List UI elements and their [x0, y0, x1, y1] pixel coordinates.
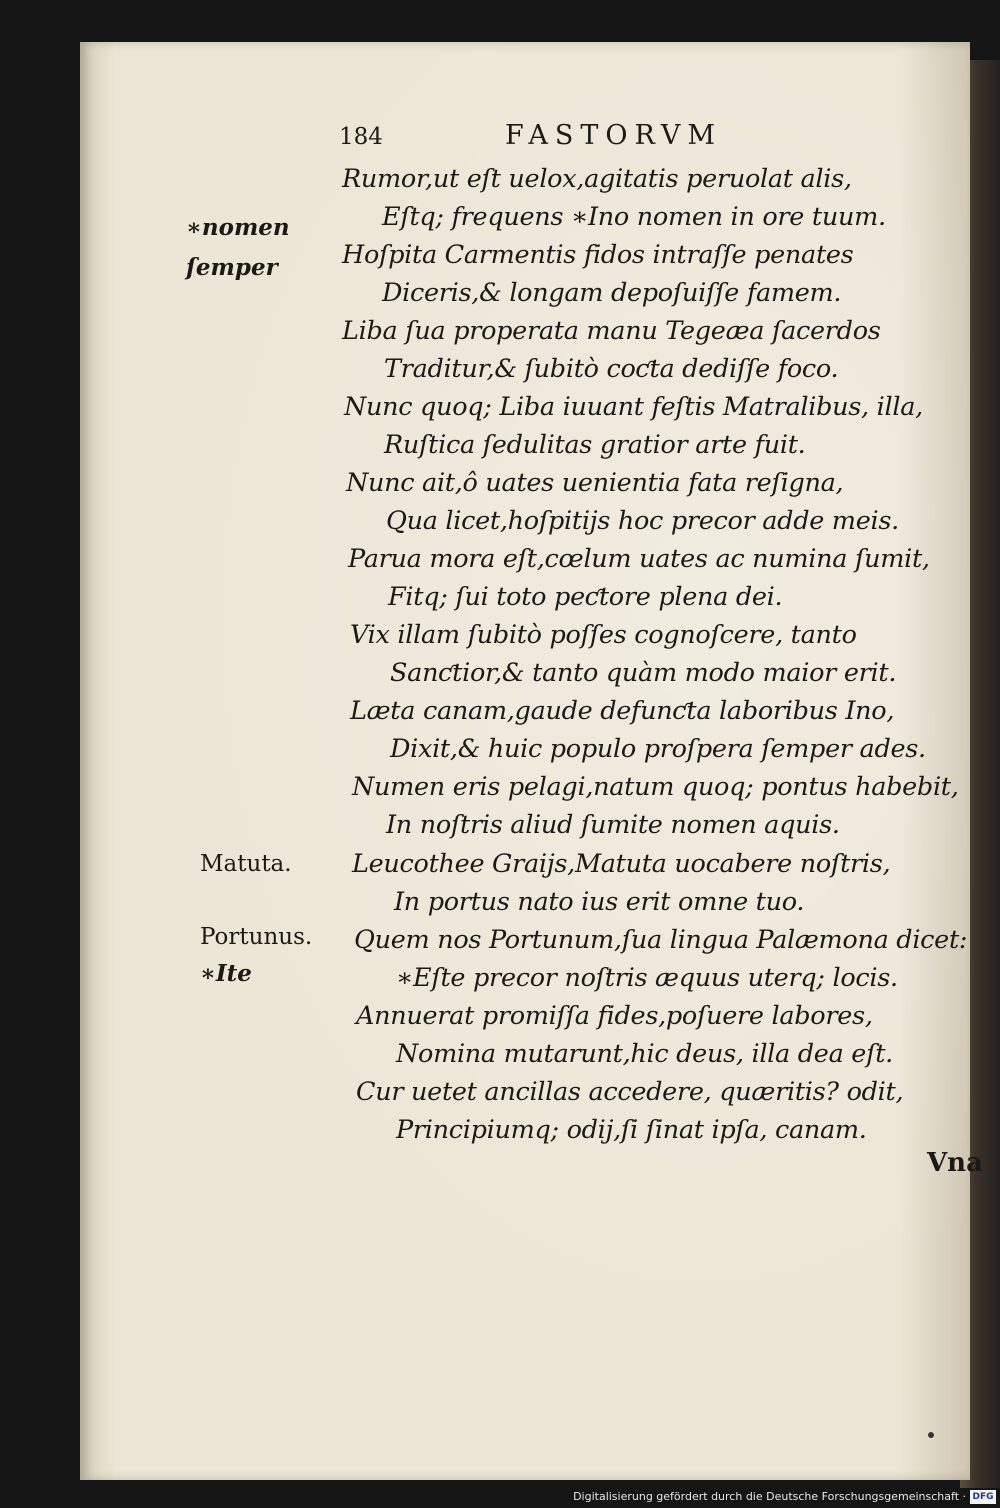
- running-title: FASTORVM: [505, 120, 723, 151]
- margin-note: ∗Ite: [200, 960, 252, 987]
- ink-dot: [928, 1432, 934, 1438]
- verse-line: Cur uetet ancillas accedere, quæritis? odit,: [356, 1077, 904, 1107]
- verse-line: Rumor,ut eſt uelox,agitatis peruolat alis,: [342, 164, 852, 194]
- dfg-logo: DFG: [970, 1490, 996, 1504]
- verse-line: Parua mora eſt,cœlum uates ac numina ſumit,: [348, 544, 930, 574]
- verse-line: In noſtris aliud ſumite nomen aquis.: [386, 810, 840, 840]
- verse-line: Numen eris pelagi,natum quoq; pontus habebit,: [352, 772, 959, 802]
- verse-line: Nunc quoq; Liba iuuant feſtis Matralibus, illa,: [344, 392, 923, 422]
- verse-line: Qua licet,hoſpitijs hoc precor adde meis.: [386, 506, 899, 536]
- verse-line: Leucothee Graijs,Matuta uocabere noſtris,: [352, 849, 891, 879]
- verse-line: Dixit,& huic populo proſpera ſemper ades.: [390, 734, 926, 764]
- verse-line: Vix illam ſubitò poſſes cognoſcere, tanto: [350, 620, 857, 650]
- catchword: Vna: [927, 1148, 983, 1178]
- verse-line: Quem nos Portunum,ſua lingua Palæmona dicet:: [354, 925, 968, 955]
- verse-line: Fitq; ſui toto peƈtore plena dei.: [388, 582, 783, 612]
- margin-note: ſemper: [186, 254, 278, 281]
- margin-note: Portunus.: [200, 924, 313, 950]
- verse-line: Nomina mutarunt,hic deus, illa dea eſt.: [396, 1039, 893, 1069]
- verse-line: Annuerat promiſſa fides,poſuere labores,: [356, 1001, 873, 1031]
- verse-line: Eſtq; frequens ∗Ino nomen in ore tuum.: [382, 202, 886, 232]
- verse-line: Liba ſua properata manu Tegeæa ſacerdos: [342, 316, 881, 346]
- verse-line: Hoſpita Carmentis fidos intraſſe penates: [342, 240, 854, 270]
- verse-line: Nunc ait,ô uates uenientia fata reſigna,: [346, 468, 844, 498]
- verse-line: ∗Eſte precor noſtris æquus uterq; locis.: [396, 963, 898, 993]
- verse-line: Ruſtica ſedulitas gratior arte fuit.: [384, 430, 806, 460]
- verse-line: Læta canam,gaude defunƈta laboribus Ino,: [350, 696, 895, 726]
- verse-line: Traditur,& ſubitò coƈta dediſſe foco.: [384, 354, 839, 384]
- margin-note: ∗nomen: [186, 214, 290, 241]
- verse-line: Diceris,& longam depoſuiſſe famem.: [382, 278, 842, 308]
- page-number: 184: [339, 124, 383, 150]
- verse-line: Principiumq; odij,ſi ſinat ipſa, canam.: [396, 1115, 867, 1145]
- verse-line: Sanƈtior,& tanto quàm modo maior erit.: [390, 658, 897, 688]
- digitization-credit: Digitalisierung gefördert durch die Deutsche Forschungsgemeinschaft ·: [573, 1490, 966, 1503]
- verse-line: In portus nato ius erit omne tuo.: [394, 887, 805, 917]
- margin-note: Matuta.: [200, 851, 292, 877]
